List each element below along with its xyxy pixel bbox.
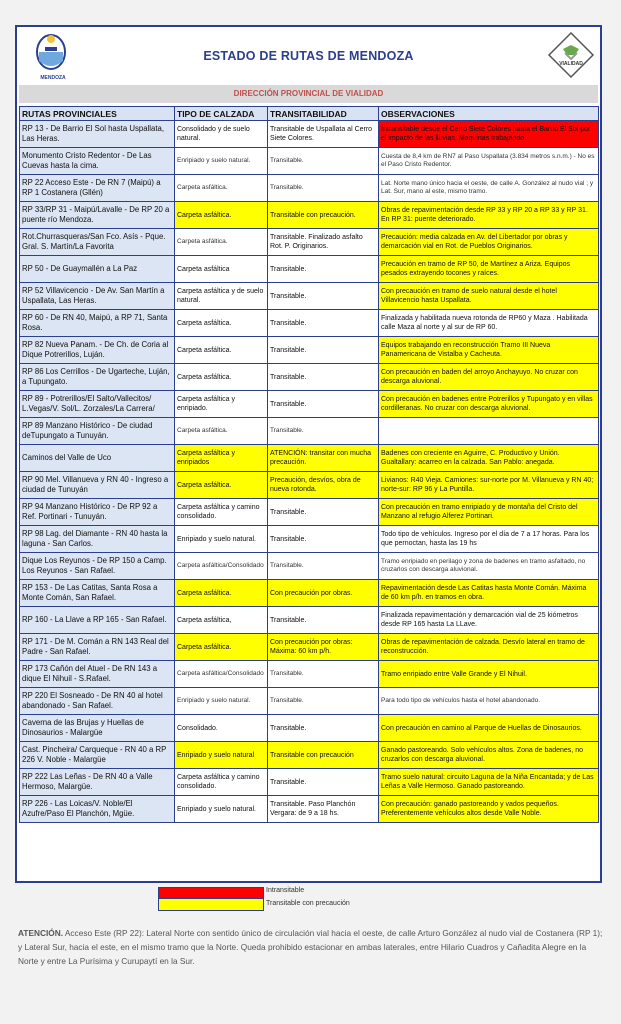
table-row: [20, 553, 599, 580]
table-row: [20, 229, 599, 256]
cell-observaciones: Tramo enripiado en perilago y zona de badenes en tramo asfaltado, no cruzarlos con descarga aluvional.: [379, 553, 599, 580]
cell-observaciones: Con precaución en tramo enripiado y de montaña del Cristo del Manzano al refugio Alferez Portinari.: [379, 499, 599, 526]
cell-transitabilidad: ATENCIÓN: transitar con mucha precaución.: [268, 445, 379, 472]
cell-tipo: Enripiado y suelo natural.: [175, 688, 268, 715]
table-row: [20, 796, 599, 823]
cell-observaciones: Cuesta de 8,4 km de RN7 al Paso Uspallata (3.834 metros s.n.m.) - No es el Paso Cristo Redentor.: [379, 148, 599, 175]
cell-transitabilidad: Transitable.: [268, 256, 379, 283]
cell-observaciones: Con precaución en camino al Parque de Huellas de Dinosaurios.: [379, 715, 599, 742]
cell-observaciones: Con precaución en tramo de suelo natural desde el hotel Villavicencio hasta Uspallata.: [379, 283, 599, 310]
cell-tipo: Carpeta asfáltica.: [175, 418, 268, 445]
cell-transitabilidad: Transitable con precaución.: [268, 202, 379, 229]
table-row: [20, 121, 599, 148]
cell-tipo: Carpeta asfáltica.: [175, 310, 268, 337]
table-row: [20, 661, 599, 688]
cell-observaciones: Equipos trabajando en reconstrucción Tramo III Nueva Panamericana de Vistalba y Cacheuta.: [379, 337, 599, 364]
cell-transitabilidad: Transitable con precaución: [268, 742, 379, 769]
cell-transitabilidad: Transitable.: [268, 526, 379, 553]
cell-tipo: Consolidado.: [175, 715, 268, 742]
legend-yellow-label: Transitable con precaución: [266, 900, 350, 907]
cell-ruta: RP 90 Mel. Villanueva y RN 40 - Ingreso a ciudad de Tunuyán: [20, 472, 175, 499]
cell-tipo: Carpeta asfáltica.: [175, 337, 268, 364]
cell-tipo: Carpeta asfáltica/Consolidado: [175, 661, 268, 688]
table-row: [20, 742, 599, 769]
cell-observaciones: Finalizada repavimentación y demarcación vial de 25 kiómetros desde RP 165 hasta La LLave.: [379, 607, 599, 634]
cell-ruta: RP 222 Las Leñas - De RN 40 a Valle Hermoso, Malargüe.: [20, 769, 175, 796]
cell-transitabilidad: Transitable.: [268, 769, 379, 796]
cell-transitabilidad: Transitable.: [268, 391, 379, 418]
cell-ruta: RP 89 Manzano Histórico - De ciudad deTupungato a Tunuyán.: [20, 418, 175, 445]
cell-observaciones: Finalizada y habilitada nueva rotonda de RP60 y Maza . Habilitada calle Maza al norte y al sur de RP 60.: [379, 310, 599, 337]
cell-ruta: Caverna de las Brujas y Huellas de Dinosaurios - Malargüe: [20, 715, 175, 742]
cell-observaciones: Ganado pastoreando. Solo vehículos altos. Zona de badenes, no cruzarlos con descarga aluvional.: [379, 742, 599, 769]
vialidad-logo-text: VIALIDAD: [559, 61, 583, 67]
table-row: [20, 607, 599, 634]
cell-tipo: Carpeta asfáltica.: [175, 229, 268, 256]
column-header-tipo: TIPO DE CALZADA: [175, 107, 268, 121]
cell-transitabilidad: Transitable. Paso Planchón Vergara: de 9 a 18 hs.: [268, 796, 379, 823]
cell-observaciones: Con precaución en baden del arroyo Anchayuyo. No cruzar con descarga aluvional.: [379, 364, 599, 391]
table-row: [20, 472, 599, 499]
cell-ruta: Dique Los Reyunos - De RP 150 a Camp. Los Reyunos - San Rafael.: [20, 553, 175, 580]
cell-observaciones: Precaución en tramo de RP 50, de Martínez a Ariza. Equipos pesados extrayendo tocones y raíces.: [379, 256, 599, 283]
cell-tipo: Carpeta asfáltica y de suelo natural.: [175, 283, 268, 310]
cell-tipo: Carpeta asfáltica.: [175, 364, 268, 391]
cell-transitabilidad: Transitable.: [268, 553, 379, 580]
cell-ruta: RP 50 - De Guaymallén a La Paz: [20, 256, 175, 283]
cell-observaciones: Tramo suelo natural: circuito Laguna de la Niña Encantada; y de Las Leñas a Valle Hermoso. Ganado pastoreando.: [379, 769, 599, 796]
cell-ruta: Caminos del Valle de Uco: [20, 445, 175, 472]
cell-ruta: RP 153 - De Las Catitas, Santa Rosa a Monte Comán, San Rafael.: [20, 580, 175, 607]
cell-tipo: Enripiado y suelo natural: [175, 742, 268, 769]
cell-ruta: RP 226 - Las Loicas/V. Noble/El Azufre/Paso El Planchón, Mgüe.: [20, 796, 175, 823]
cell-ruta: Cast. Pincheira/ Carqueque - RN 40 a RP 226 V. Noble - Malargüe: [20, 742, 175, 769]
cell-tipo: Enripiado y suelo natural.: [175, 796, 268, 823]
cell-ruta: RP 33/RP 31 - Maipú/Lavalle - De RP 20 a puente río Mendoza.: [20, 202, 175, 229]
cell-ruta: RP 98 Lag. del Diamante - RN 40 hasta la laguna - San Carlos.: [20, 526, 175, 553]
header: [17, 27, 600, 85]
cell-tipo: Carpeta asfáltica.: [175, 580, 268, 607]
cell-observaciones: Precaución: media calzada en Av. del Libertador por obras y demarcación vial en Rot. de Pueblos Originarios.: [379, 229, 599, 256]
cell-ruta: Monumento Cristo Redentor - De Las Cuevas hasta la cima.: [20, 148, 175, 175]
table-row: [20, 310, 599, 337]
cell-transitabilidad: Transitable.: [268, 364, 379, 391]
cell-tipo: Carpeta asfáltica.: [175, 634, 268, 661]
subtitle-bar: DIRECCIÓN PROVINCIAL DE VIALIDAD: [19, 85, 598, 103]
cell-tipo: Carpeta asfáltica y enripiados: [175, 445, 268, 472]
report-frame: [15, 25, 602, 883]
cell-ruta: RP 86 Los Cerrillos - De Ugarteche, Luján, a Tupungato.: [20, 364, 175, 391]
cell-tipo: Carpeta asfáltica.: [175, 175, 268, 202]
cell-observaciones: Badenes con creciente en Aguirre, C. Productivo y Unión. Gualtallary: acarreo en la calzada. San Pablo: anegada.: [379, 445, 599, 472]
table-row: [20, 580, 599, 607]
cell-tipo: Carpeta asfáltica.: [175, 202, 268, 229]
cell-ruta: RP 160 - La Llave a RP 165 - San Rafael.: [20, 607, 175, 634]
cell-transitabilidad: Transitable.: [268, 499, 379, 526]
table-row: [20, 634, 599, 661]
cell-ruta: RP 220 El Sosneado - De RN 40 al hotel abandonado - San Rafael.: [20, 688, 175, 715]
cell-transitabilidad: Transitable.: [268, 337, 379, 364]
cell-ruta: RP 60 - De RN 40, Maipú, a RP 71, Santa Rosa.: [20, 310, 175, 337]
table-row: [20, 715, 599, 742]
cell-transitabilidad: Transitable.: [268, 607, 379, 634]
cell-ruta: RP 52 Villavicencio - De Av. San Martín a Uspallata, Las Heras.: [20, 283, 175, 310]
note-text: Acceso Este (RP 22): Lateral Norte con sentido único de circulación vial hacia el oeste, de calle Arturo González al nudo vial de Costanera (RP 1); y Lateral Sur, hacia el este, en el mismo tramo que la Norte. Queda prohibido estacionar en ambas laterales, entre Hilario Cuadros y Cañadita Alegre en la Norte y entre La Purísima y Curupaytí en la Sur.: [18, 928, 603, 966]
cell-observaciones: Livianos: R40 Vieja. Camiones: sur-norte por M. Villanueva y RN 40; norte-sur: RP 96 y La Puntilla.: [379, 472, 599, 499]
cell-observaciones: Obras de repavimentación de calzada. Desvío lateral en tramo de reconstrucción.: [379, 634, 599, 661]
cell-tipo: Carpeta asfáltica y enripiado.: [175, 391, 268, 418]
cell-transitabilidad: Transitable de Uspallata al Cerro Siete Colores.: [268, 121, 379, 148]
cell-observaciones: Repavimentación desde Las Catitas hasta Monte Comán. Máxima de 60 km p/h. en tramos en obra.: [379, 580, 599, 607]
cell-transitabilidad: Con precaución por obras: Máxima: 60 km p/h.: [268, 634, 379, 661]
cell-observaciones: Lat. Norte mano único hacia el oeste, de calle A. González al nudo vial ; y Lat. Sur, mano al este, mismo tramo.: [379, 175, 599, 202]
cell-tipo: Carpeta asfáltica/Consolidado: [175, 553, 268, 580]
cell-observaciones: Tramo enripiado entre Valle Grande y El Nihuil.: [379, 661, 599, 688]
cell-ruta: Rot.Churrasqueras/San Fco. Asís - Pque. Gral. S. Martín/La Favorita: [20, 229, 175, 256]
cell-ruta: RP 13 - De Barrio El Sol hasta Uspallata, Las Heras.: [20, 121, 175, 148]
cell-tipo: Carpeta asfáltica.: [175, 472, 268, 499]
cell-tipo: Carpeta asfáltica y camino consolidado.: [175, 499, 268, 526]
table-body: [20, 121, 599, 823]
legend-red-label: Intransitable: [266, 887, 305, 894]
cell-tipo: Consolidado y de suelo natural.: [175, 121, 268, 148]
cell-ruta: RP 89 - Potrerillos/El Salto/Vallecitos/ L.Vegas/V. Sol/L. Zorzales/La Carrera/: [20, 391, 175, 418]
table-row: [20, 445, 599, 472]
cell-ruta: RP 173 Cañón del Atuel - De RN 143 a dique El Nihuil - S.Rafael.: [20, 661, 175, 688]
table-row: [20, 175, 599, 202]
cell-ruta: RP 22 Acceso Este - De RN 7 (Maipú) a RP 1 Costanera (Gllén): [20, 175, 175, 202]
page-title: ESTADO DE RUTAS DE MENDOZA: [203, 49, 414, 63]
cell-tipo: Enripiado y suelo natural.: [175, 526, 268, 553]
cell-transitabilidad: Transitable. Finalizado asfalto Rot. P. Originarios.: [268, 229, 379, 256]
cell-ruta: RP 94 Manzano Histórico - De RP 92 a Ref. Portinari - Tunuyán.: [20, 499, 175, 526]
cell-ruta: RP 171 - De M. Comán a RN 143 Real del Padre - San Rafael.: [20, 634, 175, 661]
column-header-transitabilidad: TRANSITABILIDAD: [268, 107, 379, 121]
table-row: [20, 364, 599, 391]
cell-tipo: Carpeta asfáltica: [175, 256, 268, 283]
table-row: [20, 391, 599, 418]
table-row: [20, 688, 599, 715]
vialidad-logo: [547, 31, 595, 79]
attention-note: [18, 926, 604, 968]
table-row: [20, 769, 599, 796]
table-row: [20, 283, 599, 310]
note-lead: ATENCIÓN.: [18, 928, 64, 938]
cell-observaciones: Intransitable desde el Cerro Siete Colores hasta el Barrio El Sol por el impacto de las lluvias. Maquinas trabajando.: [379, 121, 599, 148]
cell-observaciones: Para todo tipo de vehículos hasta el hotel abandonado.: [379, 688, 599, 715]
legend-yellow-swatch: [158, 898, 264, 911]
cell-tipo: Carpeta asfáltica y camino consolidado.: [175, 769, 268, 796]
cell-transitabilidad: Transitable.: [268, 175, 379, 202]
table-row: [20, 418, 599, 445]
cell-transitabilidad: Transitable.: [268, 148, 379, 175]
table-row: [20, 499, 599, 526]
cell-observaciones: Con precaución: ganado pastoreando y vados pequeños. Preferentemente vehículos altos desde Valle Noble.: [379, 796, 599, 823]
cell-ruta: RP 82 Nueva Panam. - De Ch. de Coria al Dique Potrerillos, Luján.: [20, 337, 175, 364]
cell-observaciones: Todo tipo de vehículos. Ingreso por el día de 7 a 17 horas. Para los que pernoctan, hasta las 19 hs: [379, 526, 599, 553]
cell-transitabilidad: Transitable.: [268, 688, 379, 715]
cell-transitabilidad: Transitable.: [268, 310, 379, 337]
routes-table: [19, 106, 599, 823]
cell-observaciones: Obras de repavimentación desde RP 33 y RP 20 a RP 33 y RP 31. En RP 31: puente deteriorado.: [379, 202, 599, 229]
column-header-rutas: RUTAS PROVINCIALES: [20, 107, 175, 121]
cell-observaciones: [379, 418, 599, 445]
cell-transitabilidad: Con precaución por obras.: [268, 580, 379, 607]
cell-tipo: Carpeta asfáltica,: [175, 607, 268, 634]
logo-left-text: MENDOZA: [40, 75, 66, 81]
column-header-observaciones: OBSERVACIONES: [379, 107, 599, 121]
table-row: [20, 256, 599, 283]
cell-transitabilidad: Transitable.: [268, 715, 379, 742]
table-row: [20, 148, 599, 175]
table-row: [20, 202, 599, 229]
cell-transitabilidad: Transitable.: [268, 283, 379, 310]
cell-transitabilidad: Precaución, desvíos, obra de nueva rotonda.: [268, 472, 379, 499]
table-header-row: [20, 107, 599, 121]
table-row: [20, 337, 599, 364]
cell-observaciones: Con precaución en badenes entre Potrerillos y Tupungato y en villas cordilleranas. No cruzar con descarga aluvional.: [379, 391, 599, 418]
cell-transitabilidad: Transitable.: [268, 418, 379, 445]
cell-transitabilidad: Transitable.: [268, 661, 379, 688]
cell-tipo: Enripiado y suelo natural.: [175, 148, 268, 175]
table-row: [20, 526, 599, 553]
